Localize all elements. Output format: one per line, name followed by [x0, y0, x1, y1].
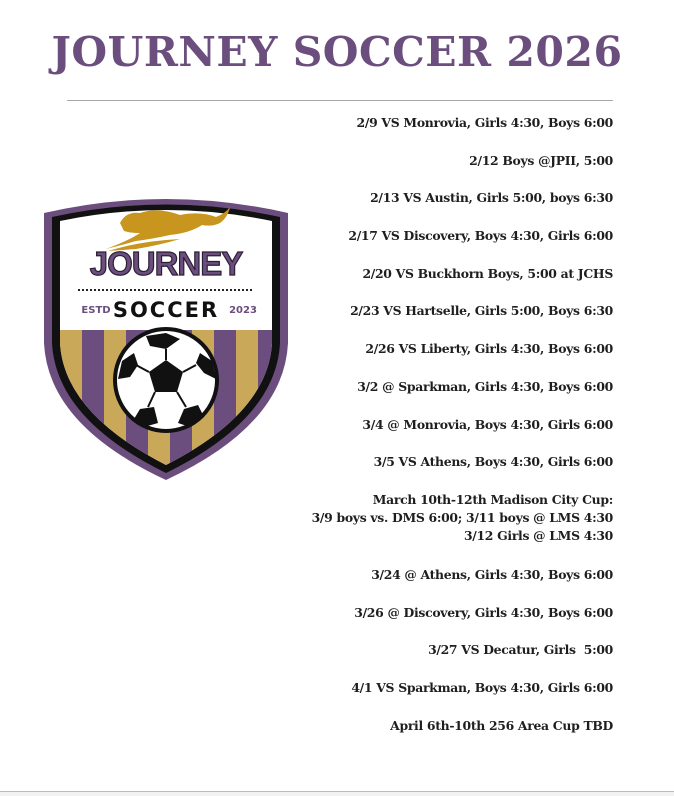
schedule-item-text: 3/26 @ Discovery, Girls 4:30, Boys 6:00: [354, 604, 613, 620]
logo-year-text: 2023: [229, 305, 257, 316]
schedule-item-text: 3/12 Girls @ LMS 4:30: [463, 527, 613, 543]
schedule-item: [293, 717, 613, 755]
schedule-item: [293, 227, 613, 265]
soccer-ball-icon: [115, 329, 217, 431]
schedule-item-text: 4/1 VS Sparkman, Boys 4:30, Girls 6:00: [351, 679, 613, 695]
game-schedule: [293, 114, 613, 754]
title-divider: [67, 100, 613, 101]
schedule-item: [293, 641, 613, 679]
schedule-item: [293, 265, 613, 303]
schedule-item-text: 3/24 @ Athens, Girls 4:30, Boys 6:00: [371, 566, 613, 582]
schedule-item-text: 3/2 @ Sparkman, Girls 4:30, Boys 6:00: [357, 378, 613, 394]
schedule-item-text: 2/13 VS Austin, Girls 5:00, boys 6:30: [370, 190, 613, 206]
schedule-item: [293, 679, 613, 717]
schedule-item: [293, 340, 613, 378]
schedule-item: [293, 566, 613, 604]
schedule-item-text: 3/5 VS Athens, Boys 4:30, Girls 6:00: [373, 454, 613, 470]
page-title: JOURNEY SOCCER 2026: [51, 28, 623, 76]
schedule-item-text: 2/12 Boys @JPII, 5:00: [469, 152, 613, 168]
schedule-item-text: 2/9 VS Monrovia, Girls 4:30, Boys 6:00: [356, 115, 613, 130]
schedule-item-text: April 6th-10th 256 Area Cup TBD: [390, 717, 613, 733]
schedule-item: [293, 604, 613, 642]
schedule-item: [293, 416, 613, 454]
schedule-item: [293, 114, 613, 152]
schedule-item-text: 2/23 VS Hartselle, Girls 5:00, Boys 6:30: [350, 303, 613, 319]
schedule-item: [293, 302, 613, 340]
schedule-item-text: 2/17 VS Discovery, Boys 4:30, Girls 6:00: [348, 228, 613, 244]
logo-journey-text: JOURNEY: [89, 245, 243, 282]
schedule-item-text: 3/4 @ Monrovia, Boys 4:30, Girls 6:00: [362, 416, 613, 432]
schedule-item: [293, 378, 613, 416]
schedule-item-text: 3/27 VS Decatur, Girls 5:00: [428, 642, 613, 658]
schedule-item: [293, 453, 613, 491]
schedule-item-text: 2/26 VS Liberty, Girls 4:30, Boys 6:00: [365, 341, 613, 357]
schedule-item: [293, 152, 613, 190]
schedule-item-text: 3/9 boys vs. DMS 6:00; 3/11 boys @ LMS 4:30: [311, 509, 613, 525]
journey-soccer-crest-logo: [40, 193, 292, 480]
page-bottom-edge: [0, 791, 674, 796]
logo-estd-text: ESTD: [81, 305, 111, 316]
schedule-item-text: March 10th-12th Madison City Cup:: [372, 491, 613, 507]
logo-soccer-text: SOCCER: [112, 298, 220, 322]
schedule-item-text: 2/20 VS Buckhorn Boys, 5:00 at JCHS: [362, 265, 613, 281]
schedule-item: [293, 189, 613, 227]
schedule-item-madison-city-cup: [293, 491, 613, 566]
